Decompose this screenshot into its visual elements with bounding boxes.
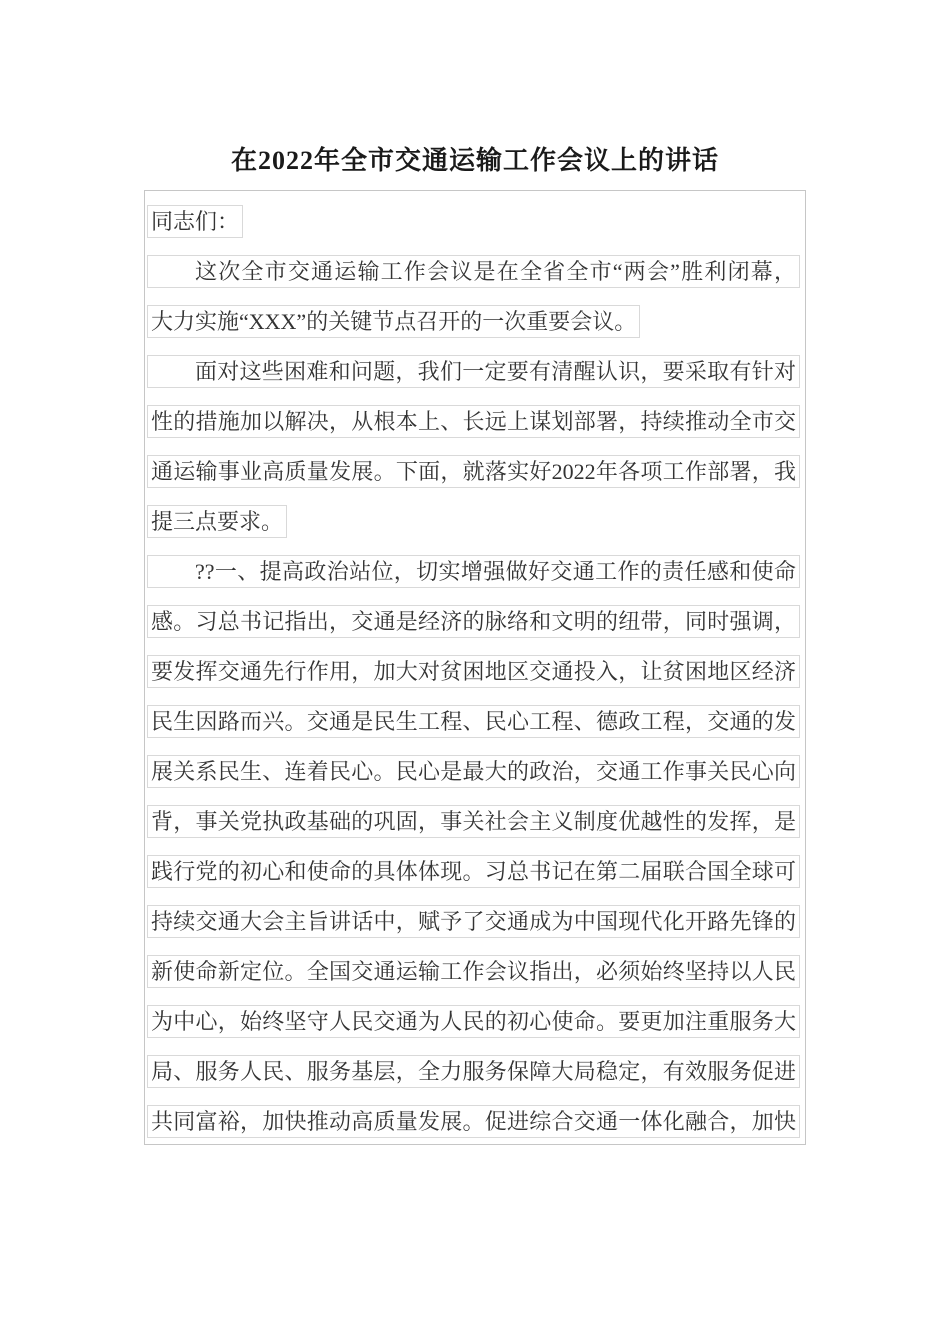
text-line: 共同富裕，加快推动高质量发展。促进综合交通一体化融合，加快 — [147, 1105, 800, 1138]
text-line: 面对这些困难和问题，我们一定要有清醒认识，要采取有针对 — [147, 355, 800, 388]
text-line: 这次全市交通运输工作会议是在全省全市“两会”胜利闭幕， — [147, 255, 800, 288]
text-line: 局、服务人民、服务基层，全力服务保障大局稳定，有效服务促进 — [147, 1055, 800, 1088]
text-line: 民生因路而兴。交通是民生工程、民心工程、德政工程，交通的发 — [147, 705, 800, 738]
text-line: 性的措施加以解决，从根本上、长远上谋划部署，持续推动全市交 — [147, 405, 800, 438]
text-line: 为中心，始终坚守人民交通为人民的初心使命。要更加注重服务大 — [147, 1005, 800, 1038]
text-line: 新使命新定位。全国交通运输工作会议指出，必须始终坚持以人民 — [147, 955, 800, 988]
text-line: 同志们： — [147, 205, 243, 238]
text-line: 大力实施“XXX”的关键节点召开的一次重要会议。 — [147, 305, 640, 338]
content-box — [144, 190, 806, 1145]
text-line: 持续交通大会主旨讲话中，赋予了交通成为中国现代化开路先锋的 — [147, 905, 800, 938]
text-line: 展关系民生、连着民心。民心是最大的政治，交通工作事关民心向 — [147, 755, 800, 788]
text-line: 通运输事业高质量发展。下面，就落实好2022年各项工作部署，我 — [147, 455, 800, 488]
text-line: 背，事关党执政基础的巩固，事关社会主义制度优越性的发挥，是 — [147, 805, 800, 838]
text-line: 要发挥交通先行作用，加大对贫困地区交通投入，让贫困地区经济 — [147, 655, 800, 688]
text-line: 感。习总书记指出，交通是经济的脉络和文明的纽带，同时强调， — [147, 605, 800, 638]
text-line: 提三点要求。 — [147, 505, 287, 538]
text-line: ??一、提高政治站位，切实增强做好交通工作的责任感和使命 — [147, 555, 800, 588]
document-title: 在2022年全市交通运输工作会议上的讲话 — [230, 146, 719, 175]
text-line: 践行党的初心和使命的具体体现。习总书记在第二届联合国全球可 — [147, 855, 800, 888]
